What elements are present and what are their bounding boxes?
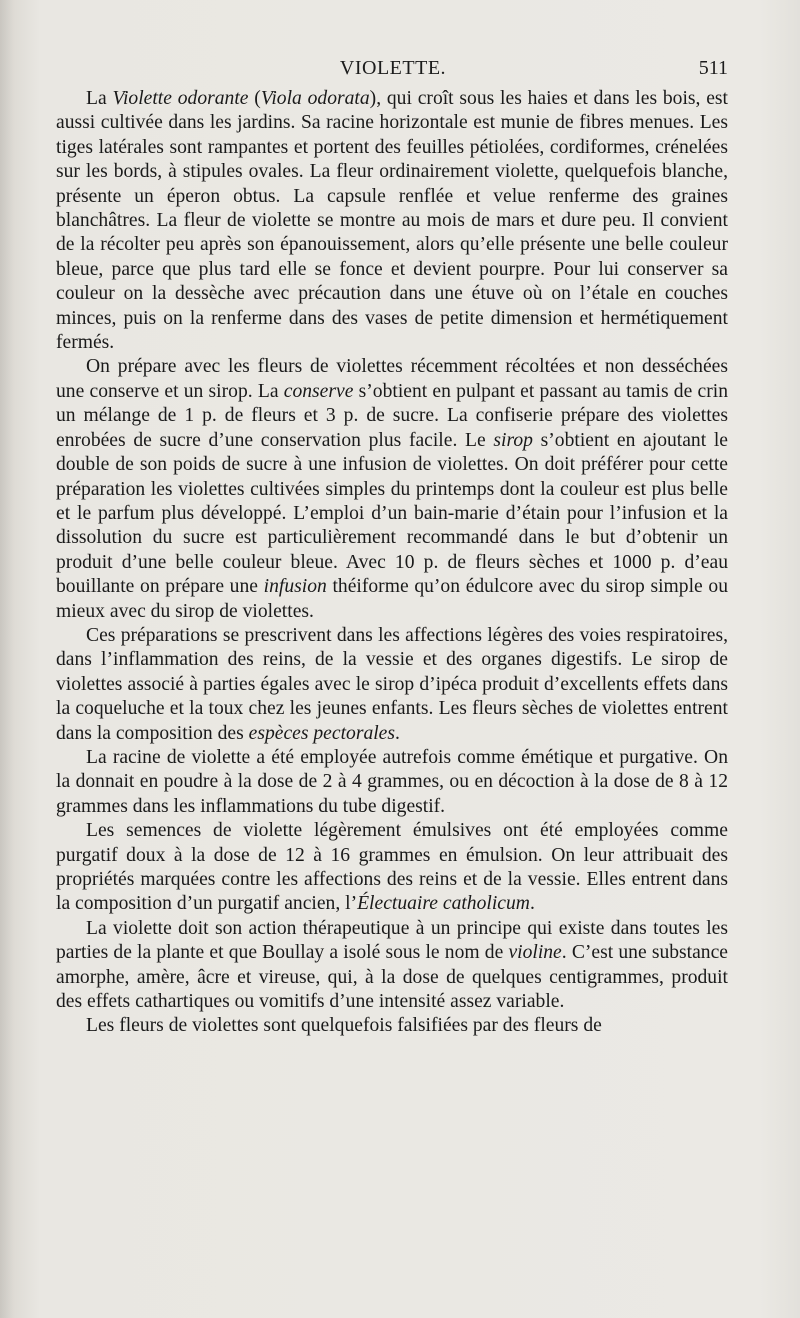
text-run: s’obtient en ajoutant le double de son poids de sucre à une infusion de violettes. On doit préférer pour cette préparation les violettes cultivées simples du printemps dont la couleur est plus belle et le parfum plus développé. L’emploi d’un bain-marie d’étain pour l’infusion et la dissolution du sucre est particulièrement recommandé dans le but d’obtenir un produit d’une belle couleur bleue. Avec 10 p. de fleurs sèches et 1000 p. d’eau bouillante on prépare une — [56, 429, 729, 598]
running-title: VIOLETTE. — [339, 57, 447, 79]
text-run: Les semences de violette légèrement émulsives ont été employées comme purgatif doux à la dose de 12 à 16 grammes en émulsion. On leur attribuait des propriétés marquées contre les affections des reins et de la vessie. Elles entrent dans la composition d’un purgatif ancien, l’ — [56, 820, 728, 915]
paragraph — [56, 819, 728, 917]
text-run: La racine de violette a été employée autrefois comme émétique et purgative. On la donnait en poudre à la dose de 2 à 4 grammes, ou en décoction à la dose de 8 à 12 grammes dans les inflammations du tube digestif. — [56, 746, 728, 817]
text-run-italic: violine — [508, 942, 562, 964]
text-run: théiforme qu’on édulcore avec du sirop simple ou mieux avec du sirop de violettes. — [56, 576, 728, 622]
text-run: ( — [248, 88, 261, 109]
text-run: s’obtient en pulpant et passant au tamis de crin un mélange de 1 p. de fleurs et 3 p. de sucre. La confiserie prépare des violettes enrobées de sucre d’une conservation plus facile. Le — [56, 380, 728, 451]
text-run: La violette doit son action thérapeutique à un principe qui existe dans toutes les parties de la plante et que Boullay a isolé sous le nom de — [56, 917, 728, 964]
text-run-italic: Violette odorante — [112, 88, 249, 109]
paragraph — [56, 87, 728, 355]
text-run: La — [86, 88, 113, 109]
text-run: Ces préparations se prescrivent dans les affections légères des voies respiratoires, dans l’inflammation des reins, de la vessie et des organes digestifs. Le sirop de violettes associé à parties égales avec le sirop d’ipéca produit d’excellents effets dans la coqueluche et la toux chez les jeunes enfants. Les fleurs sèches de violettes entrent dans la composition des — [56, 624, 728, 744]
paragraph — [56, 746, 728, 819]
text-run-italic: Électuaire catholicum — [357, 893, 530, 915]
paragraph — [56, 1014, 728, 1038]
text-run: . C’est une substance amorphe, amère, âcre et vireuse, qui, à la dose de quelques centigrammes, produit des effets cathartiques ou vomitifs d’une intensité assez variable. — [56, 942, 728, 1013]
page-header — [58, 52, 728, 86]
text-run: ), qui croît sous les haies et dans les bois, est aussi cultivée dans les jardins. Sa racine horizontale est munie de fibres menues. Les tiges latérales sont rampantes et portent des feuilles pétiolées, cordiformes, crénelées sur les bords, à stipules ovales. La fleur ordinairement violette, quelquefois blanche, présente un éperon obtus. La capsule renflée et velue renferme des graines blanchâtres. La fleur de violette se montre au mois de mars et dure peu. Il convient de la récolter peu après son épanouissement, alors qu’elle présente une belle couleur bleue, parce que plus tard elle se fonce et devient pourpre. Pour lui conserver sa couleur on la dessèche avec précaution dans une étuve où on l’étale en couches minces, puis on la renferme dans des vases de petite dimension et hermétiquement fermés. — [56, 88, 728, 354]
body-text — [56, 87, 728, 1039]
text-run-italic: conserve — [283, 380, 354, 402]
text-run-italic: sirop — [493, 429, 533, 451]
text-run: . — [395, 722, 400, 744]
text-run: . — [529, 893, 535, 915]
text-run-italic: espèces pectorales — [248, 722, 396, 744]
paragraph — [56, 355, 728, 623]
text-run-italic: Viola odorata — [260, 88, 370, 109]
text-run: Les fleurs de violettes sont quelquefois falsifiées par des fleurs de — [86, 1015, 602, 1037]
paragraph — [56, 917, 728, 1015]
paragraph — [56, 624, 728, 746]
text-run: On prépare avec les fleurs de violettes récemment récoltées et non desséchées une conserve et un sirop. La — [56, 356, 728, 402]
page-number: 511 — [698, 57, 728, 79]
text-run-italic: infusion — [263, 576, 327, 598]
